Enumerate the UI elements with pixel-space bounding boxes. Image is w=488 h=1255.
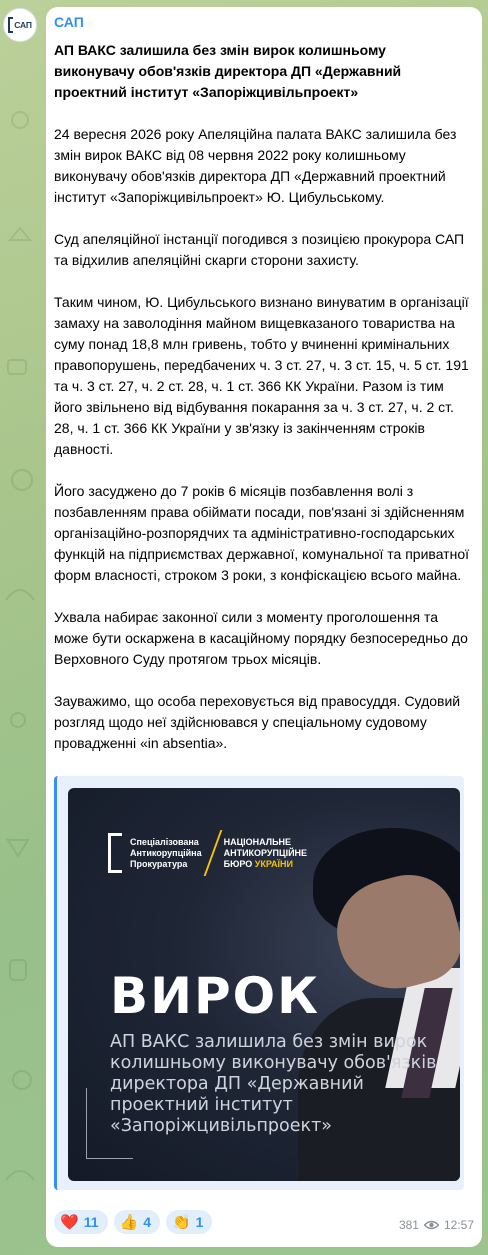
preview-logos <box>108 830 307 876</box>
channel-avatar[interactable] <box>3 8 37 42</box>
post-paragraph: Таким чином, Ю. Цибульського визнано винуватим в організації замаху на заволодіння майном вищевказаного товариства на суму понад 18,8 млн гривень, тобто у вчиненні кримінальних правопорушень, передбачених ч. 3 ст. 27, ч. 3 ст. 15, ч. 5 ст. 191 та ч. 3 ст. 27, ч. 2 ст. 28, ч. 1 ст. 366 КК України. Разом із тим його звільнено від відбування покарання за ч. 3 ст. 27, ч. 2 ст. 28, ч. 1 ст. 366 КК України у зв'язку із закінченням строків давності. <box>54 294 469 457</box>
reaction-count: 1 <box>195 1214 204 1230</box>
reaction-count: 4 <box>143 1214 151 1230</box>
view-count: 381 <box>398 1218 419 1232</box>
post-paragraph: Його засуджено до 7 років 6 місяців позбавлення волі з позбавленням права обіймати посади, пов'язані зі здійсненням організаційно-розпорядчих та адміністративно-господарських функцій на підприємствах державної, комунальної та приватної форм власності, строком 3 роки, з конфіскацією всього майна. <box>54 483 469 583</box>
channel-name[interactable]: САП <box>54 14 84 30</box>
sap-logo-icon <box>108 833 122 873</box>
message-meta <box>399 1218 474 1232</box>
eye-icon <box>424 1220 439 1230</box>
clap-icon: 👏 <box>171 1213 191 1231</box>
post-paragraph: Ухвала набирає законної сили з моменту проголошення та може бути оскаржена в касаційному порядку безпосередньо до Верховного Суду протягом трьох місяців. <box>54 609 468 667</box>
reaction-heart[interactable] <box>54 1210 108 1234</box>
post-paragraph: 24 вересня 2026 року Апеляційна палата ВАКС залишила без змін вирок ВАКС від 08 червня 2022 року колишньому виконувачу обов'язків директора ДП «Державний проектний інститут «Запоріжцивільпроект» Ю. Цибульському. <box>54 126 457 205</box>
post-paragraph: Суд апеляційної інстанції погодився з позицією прокурора САП та відхилив апеляційні скарги сторони захисту. <box>54 231 465 268</box>
preview-subheadline: АП ВАКС залишила без змін вирок колишньому виконувачу обов'язків директора ДП «Державний проектний інститут «Запоріжцивільпроект» <box>110 1032 437 1136</box>
sap-logo-text: Спеціалізована Антикорупційна Прокуратура <box>130 836 202 869</box>
preview-image[interactable] <box>68 788 460 1181</box>
reaction-thumbs-up[interactable] <box>114 1210 160 1234</box>
preview-headline: ВИРОК <box>110 967 320 1025</box>
post-title: АП ВАКС залишила без змін вирок колишньому виконувачу обов'язків директора ДП «Державний проектний інститут «Запоріжцивільпроект» <box>54 42 402 100</box>
thumbs-up-icon: 👍 <box>119 1213 139 1231</box>
link-preview[interactable] <box>54 776 464 1190</box>
reaction-clap[interactable] <box>166 1210 212 1234</box>
logo-divider <box>203 830 222 876</box>
avatar-text: САП <box>14 20 32 30</box>
message-text <box>54 40 470 754</box>
post-paragraph: Зауважимо, що особа переховується від правосуддя. Судовий розгляд щодо неї здійснювався у спеціальному судовому провадженні «in absentia». <box>54 693 461 751</box>
sap-logo-mark-icon <box>8 17 13 33</box>
message-time: 12:57 <box>443 1218 474 1232</box>
heart-icon: ❤️ <box>60 1213 79 1231</box>
reactions-bar <box>54 1210 212 1234</box>
avatar-logo <box>8 17 31 33</box>
nabu-logo-text: НАЦІОНАЛЬНЕ АНТИКОРУПЦІЙНЕ БЮРО УКРАЇНИ <box>223 836 308 869</box>
message-bubble <box>46 7 482 1247</box>
reaction-count: 11 <box>83 1214 99 1230</box>
